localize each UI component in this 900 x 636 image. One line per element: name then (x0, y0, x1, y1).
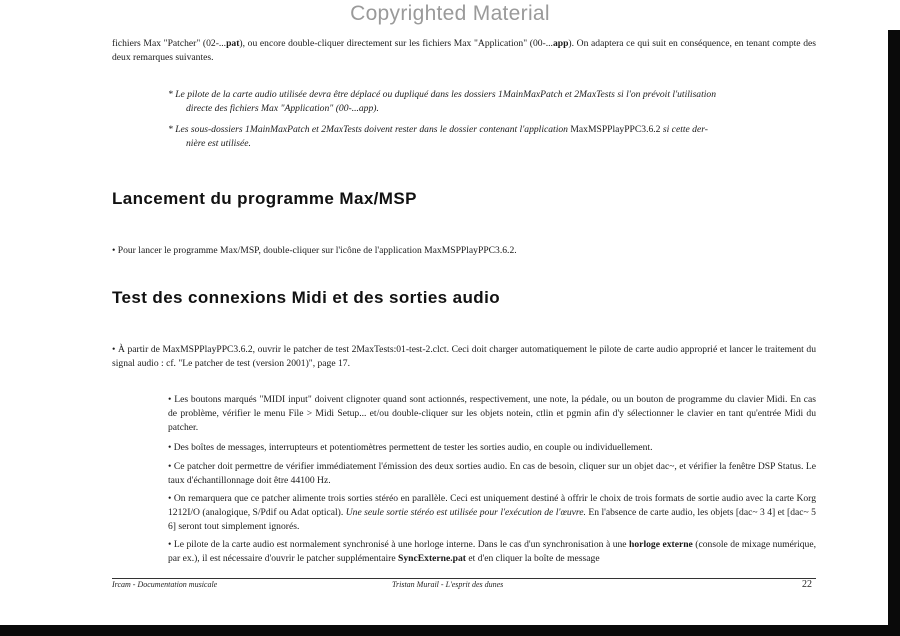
bullet-midi-input: • Les boutons marqués "MIDI input" doivent clignoter quand sont actionnés, respectivement, une note, la pédale, ou un bouton de programme du clavier Midi. En cas de problème, vérifier le menu File > Midi Setup... et/ou double-cliquer sur les objets notein, ctlin et pgmin afin d'y sélectionner le clavier en tant qu'entrée Midi du patcher. (168, 394, 816, 433)
bullet-dsp-status: • Ce patcher doit permettre de vérifier immédiatement l'émission des deux sorties audio. En cas de besoin, cliquer sur un objet dac~, et vérifier la fenêtre DSP Status. Le taux d'échantillonnage doit être 44100 Hz. (168, 461, 816, 486)
footer-left: Ircam - Documentation musicale (112, 580, 218, 589)
footer-rule (112, 578, 816, 579)
bullet-stereo-outputs: • On remarquera que ce patcher alimente trois sorties stéréo en parallèle. Ceci est uniquement destiné à offrir le choix de trois formats de sortie audio avec la carte Korg 1212I/O (analogique, S/Pdif ou Adat optical). Une seule sortie stéréo est utilisée pour l'exécution de l'œuvre. En l'absence de carte audio, les objets [dac~ 3 4] et [dac~ 5 6] seront tout simplement ignorés. (168, 493, 816, 532)
section-title-launch: Lancement du programme Max/MSP (112, 189, 417, 208)
intro-paragraph: fichiers Max "Patcher" (02-...pat), ou encore double-cliquer directement sur les fichiers Max "Application" (00-...app). On adaptera ce qui suit en conséquence, en tenant compte des deux remarques suivantes. (112, 38, 817, 63)
launch-paragraph: • Pour lancer le programme Max/MSP, double-cliquer sur l'icône de l'application MaxMSPPlayPPC3.6.2. (112, 245, 517, 256)
page-number: 22 (802, 579, 812, 590)
copyright-watermark: Copyrighted Material (350, 2, 550, 25)
bullet-clock-sync: • Le pilote de la carte audio est normalement synchronisé à une horloge interne. Dans le cas d'un synchronisation à une horloge externe (console de mixage numérique, par ex.), il est nécessaire d'ouvrir le patcher supplémentaire SyncExterne.pat et d'en cliquer la boîte de message (168, 539, 817, 564)
test-intro-paragraph: • À partir de MaxMSPPlayPPC3.6.2, ouvrir le patcher de test 2MaxTests:01-test-2.clct. Ceci doit charger automatiquement le pilote de carte audio approprié et lancer le traitement du signal audio : cf. "Le patcher de test (version 2001)", page 17. (112, 344, 816, 369)
right-edge-gap (888, 0, 900, 30)
footer-center: Tristan Murail - L'esprit des dunes (392, 580, 504, 589)
bullet-message-boxes: • Des boîtes de messages, interrupteurs et potentiomètres permettent de tester les sorties audio, en couple ou individuellement. (168, 442, 653, 453)
section-title-midi-audio-test: Test des connexions Midi et des sorties audio (112, 288, 500, 307)
right-edge-bar (888, 0, 900, 636)
note-subfolders: * Les sous-dossiers 1MainMaxPatch et 2MaxTests doivent rester dans le dossier contenant l'application MaxMSPPlayPPC3.6.2 si cette der- nière est utilisée. (168, 124, 708, 149)
bottom-edge-bar (0, 625, 900, 636)
note-driver: * Le pilote de la carte audio utilisée devra être déplacé ou dupliqué dans les dossiers 1MainMaxPatch et 2MaxTests si l'on prévoit l'utilisation directe des fichiers Max "Application" (00-...app). (168, 89, 717, 114)
